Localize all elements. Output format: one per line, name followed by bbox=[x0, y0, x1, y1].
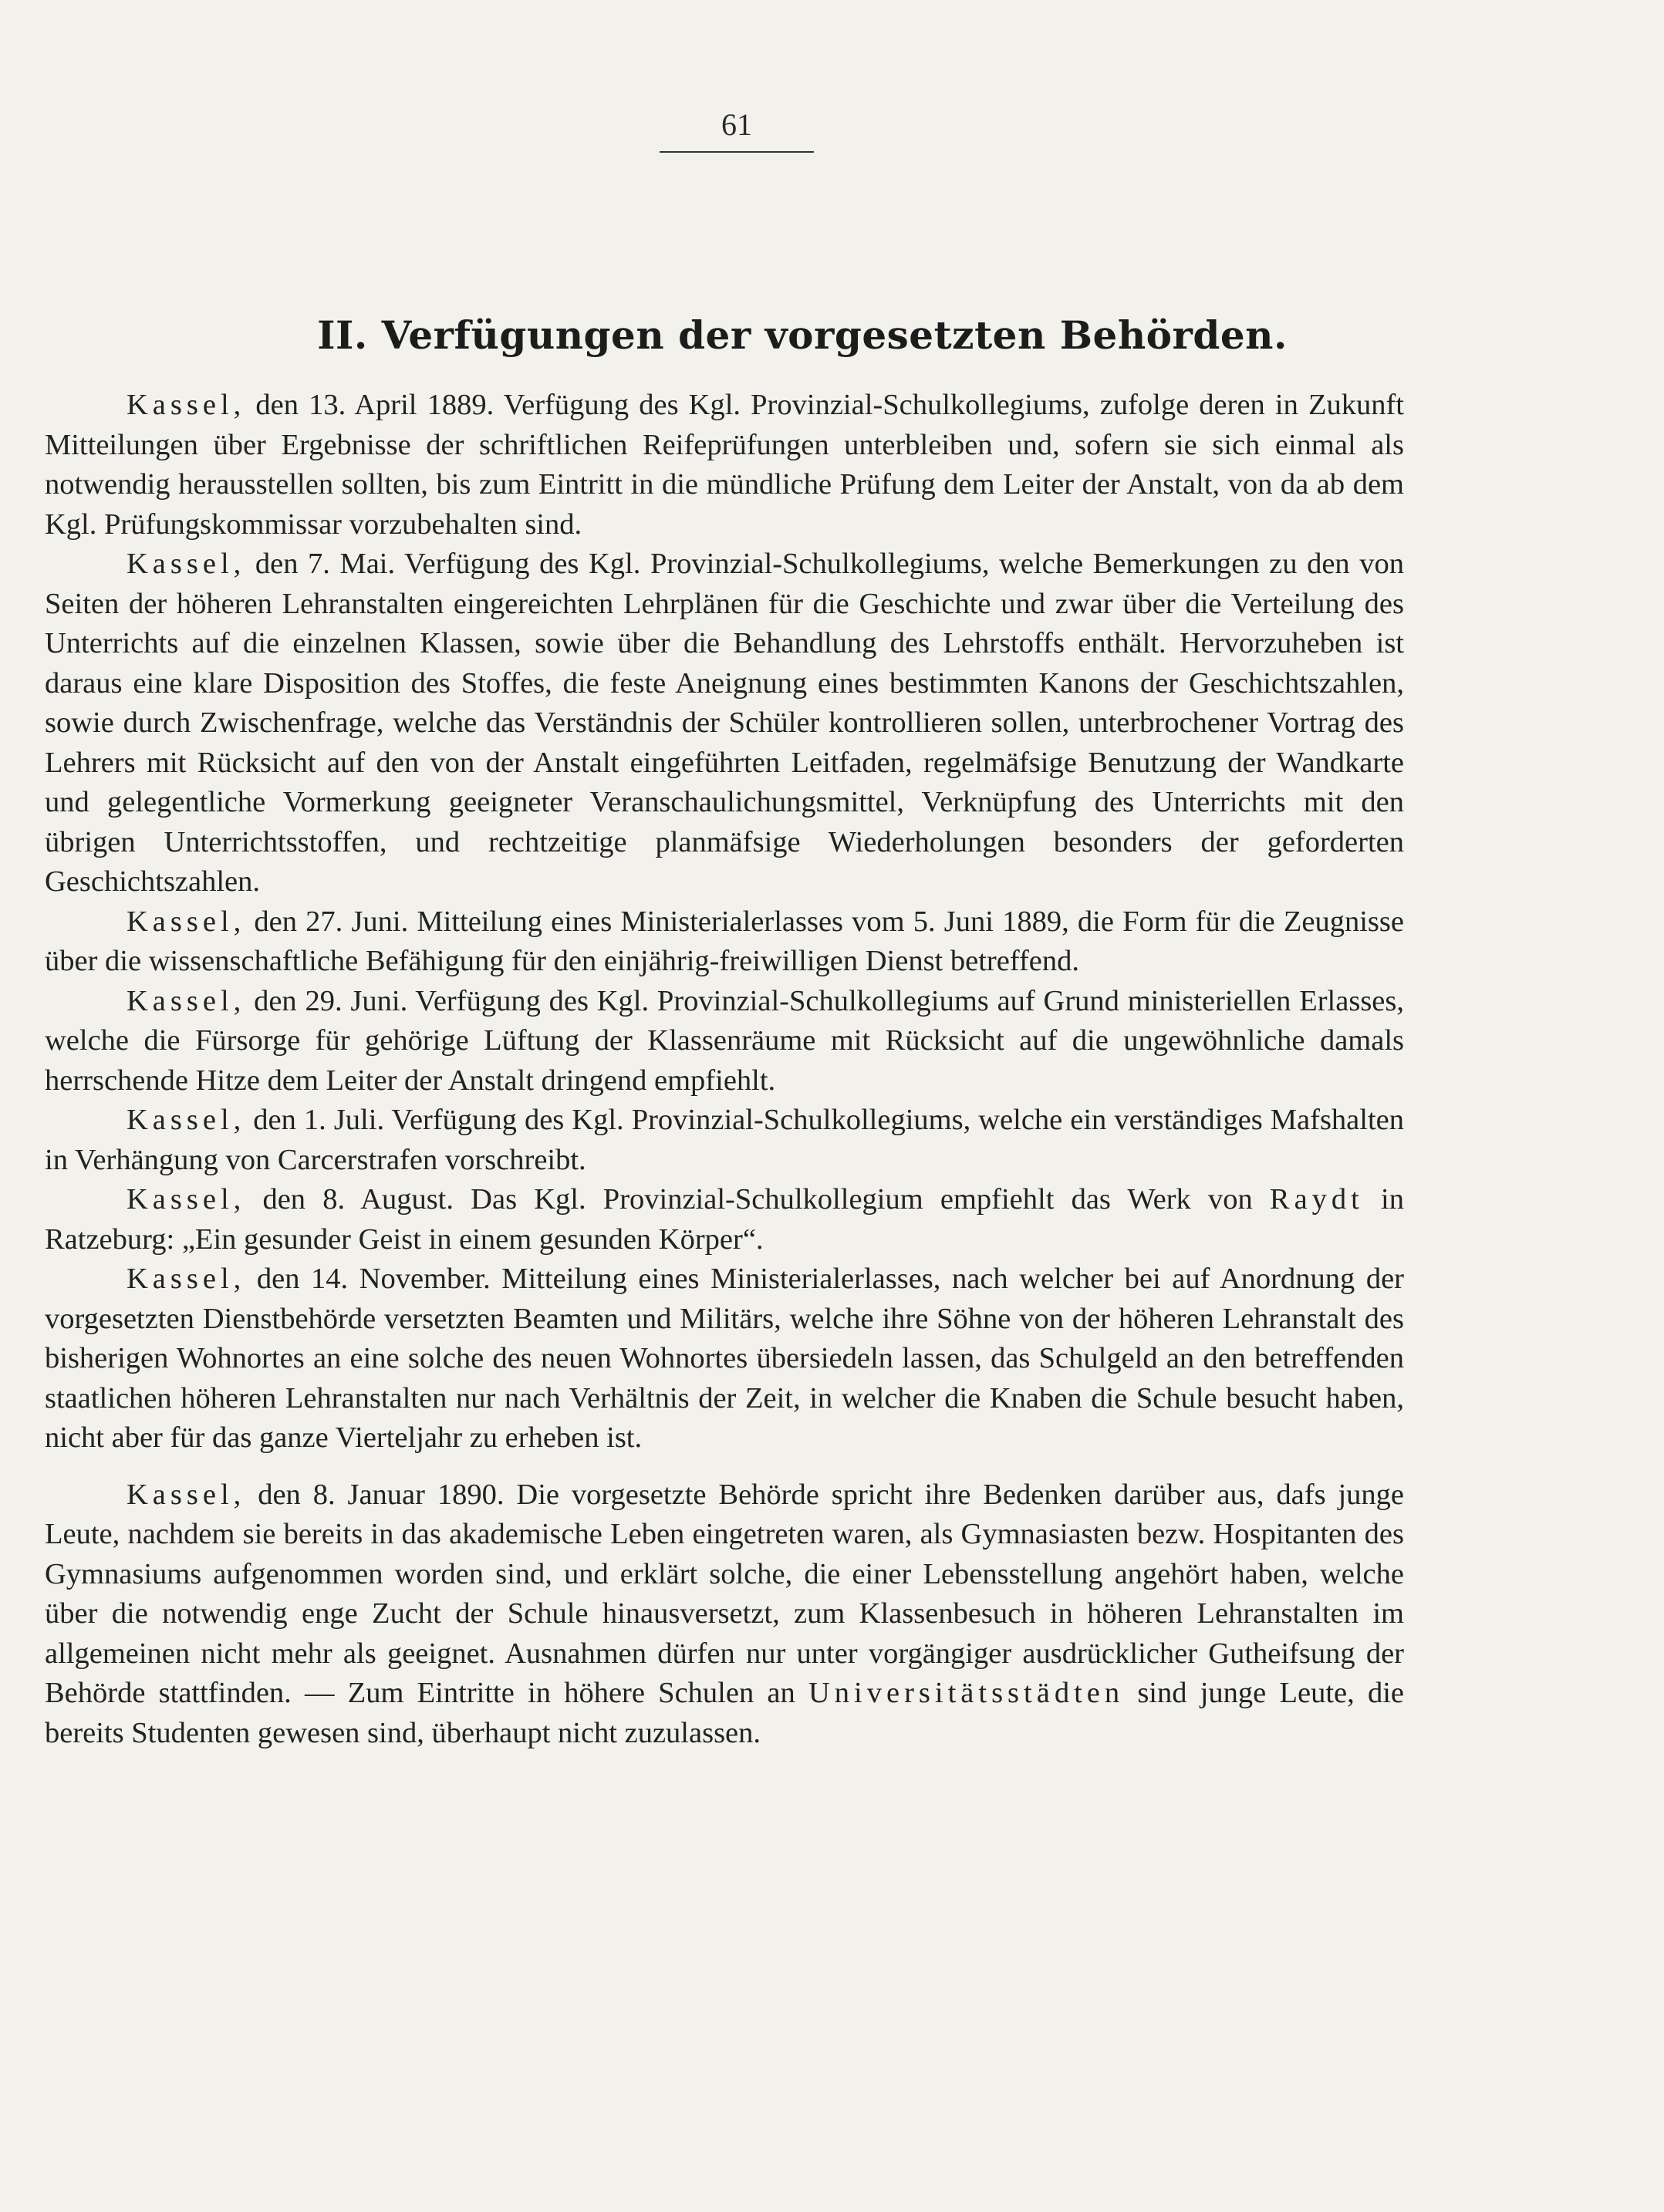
place-name: Kassel, bbox=[127, 1263, 246, 1295]
page-number: 61 bbox=[721, 107, 752, 142]
paragraph-5 bbox=[45, 1101, 1404, 1180]
author-name: Raydt bbox=[1269, 1183, 1364, 1216]
paragraph-text: den 8. Januar 1890. Die vorgesetzte Behörde spricht ihre Bedenken darüber aus, dafs junge Leute, nachdem sie bereits in das akademische Leben eingetreten waren, als Gymnasiasten bezw. Hospitanten des Gymnasiums aufgenommen worden sind, und erklärt solche, die einer Lebensstellung angehört haben, welche über die notwendig enge Zucht der Schule hinausversetzt, zum Klassenbesuch in höheren Lehranstalten im allgemeinen nicht mehr als geeignet. Ausnahmen dürfen nur unter vorgängiger ausdrücklicher Gutheifsung der Behörde stattfinden. — Zum Eintritte in höhere Schulen an bbox=[45, 1478, 1404, 1709]
place-name: Kassel, bbox=[127, 1478, 246, 1511]
place-name: Kassel, bbox=[127, 548, 246, 580]
place-name: Kassel, bbox=[127, 1104, 246, 1136]
section-heading: II. Verfügungen der vorgesetzten Behörden. bbox=[317, 312, 1288, 358]
place-name: Kassel, bbox=[127, 1183, 246, 1216]
paragraph-8 bbox=[45, 1475, 1404, 1754]
paragraph-1 bbox=[45, 386, 1404, 545]
paragraph-text: den 29. Juni. Verfügung des Kgl. Provinzial-Schulkollegiums auf Grund ministeriellen Erlasses, welche die Fürsorge für gehörige Lüftung der Klassenräume mit Rücksicht auf die ungewöhnliche damals herrschende Hitze dem Leiter der Anstalt dringend empfiehlt. bbox=[45, 984, 1404, 1097]
emphasized-term: Universitätsstädten bbox=[808, 1677, 1125, 1709]
place-name: Kassel, bbox=[127, 984, 246, 1017]
paragraph-text: den 14. November. Mitteilung eines Ministerialerlasses, nach welcher bei auf Anordnung der vorgesetzten Dienstbehörde versetzten Beamten und Militärs, welche ihre Söhne von der höheren Lehranstalt des bisherigen Wohnortes an eine solche des neuen Wohnortes übersiedeln lassen, das Schulgeld an den betreffenden staatlichen höheren Lehranstalten nur nach Verhältnis der Zeit, in welcher die Knaben die Schule besucht haben, nicht aber für das ganze Vierteljahr zu erheben ist. bbox=[45, 1263, 1404, 1454]
paragraph-text: den 1. Juli. Verfügung des Kgl. Provinzial-Schulkollegiums, welche ein verständiges Mafshalten in Verhängung von Carcerstrafen vorschreibt. bbox=[45, 1104, 1404, 1176]
page-number-rule bbox=[660, 151, 814, 153]
paragraph-3 bbox=[45, 902, 1404, 982]
paragraph-6 bbox=[45, 1180, 1404, 1259]
paragraph-text: den 8. August. Das Kgl. Provinzial-Schulkollegium empfiehlt das Werk von bbox=[245, 1183, 1270, 1216]
paragraph-4 bbox=[45, 982, 1404, 1101]
body-text bbox=[45, 386, 1404, 1753]
paragraph-text: in Ratzeburg: „Ein gesunder Geist in einem gesunden Körper“. bbox=[45, 1183, 1404, 1256]
paragraph-2 bbox=[45, 545, 1404, 902]
paragraph-text: den 13. April 1889. Verfügung des Kgl. Provinzial-Schulkollegiums, zufolge deren in Zukunft Mitteilungen über Ergebnisse der schriftlichen Reifeprüfungen unterbleiben und, sofern sie sich einmal als notwendig herausstellen sollten, bis zum Eintritt in die mündliche Prüfung dem Leiter der Anstalt, von da ab dem Kgl. Prüfungskommissar vorzubehalten sind. bbox=[45, 389, 1404, 541]
paragraph-7 bbox=[45, 1259, 1404, 1458]
place-name: Kassel, bbox=[127, 389, 246, 421]
paragraph-text: sind junge Leute, die bereits Studenten gewesen sind, überhaupt nicht zuzulassen. bbox=[45, 1677, 1405, 1749]
place-name: Kassel, bbox=[127, 905, 246, 938]
paragraph-text: den 27. Juni. Mitteilung eines Ministerialerlasses vom 5. Juni 1889, die Form für die Zeugnisse über die wissenschaftliche Befähigung für den einjährig-freiwilligen Dienst betreffend. bbox=[45, 905, 1404, 977]
paragraph-text: den 7. Mai. Verfügung des Kgl. Provinzial-Schulkollegiums, welche Bemerkungen zu den von Seiten der höheren Lehranstalten eingereichten Lehrplänen für die Geschichte und zwar über die Verteilung des Unterrichts auf die einzelnen Klassen, sowie über die Behandlung des Lehrstoffs enthält. Hervorzuheben ist daraus eine klare Disposition des Stoffes, die feste Aneignung eines bestimmten Kanons der Geschichtszahlen, sowie durch Zwischenfrage, welche das Verständnis der Schüler kontrollieren sollen, unterbrochener Vortrag des Lehrers mit Rücksicht auf den von der Anstalt eingeführten Leitfaden, regelmäfsige Benutzung der Wandkarte und gelegentliche Vormerkung geeigneter Veranschaulichungsmittel, Verknüpfung des Unterrichts mit den übrigen Unterrichtsstoffen, und rechtzeitige planmäfsige Wiederholungen besonders der geforderten Geschichtszahlen. bbox=[45, 548, 1404, 898]
